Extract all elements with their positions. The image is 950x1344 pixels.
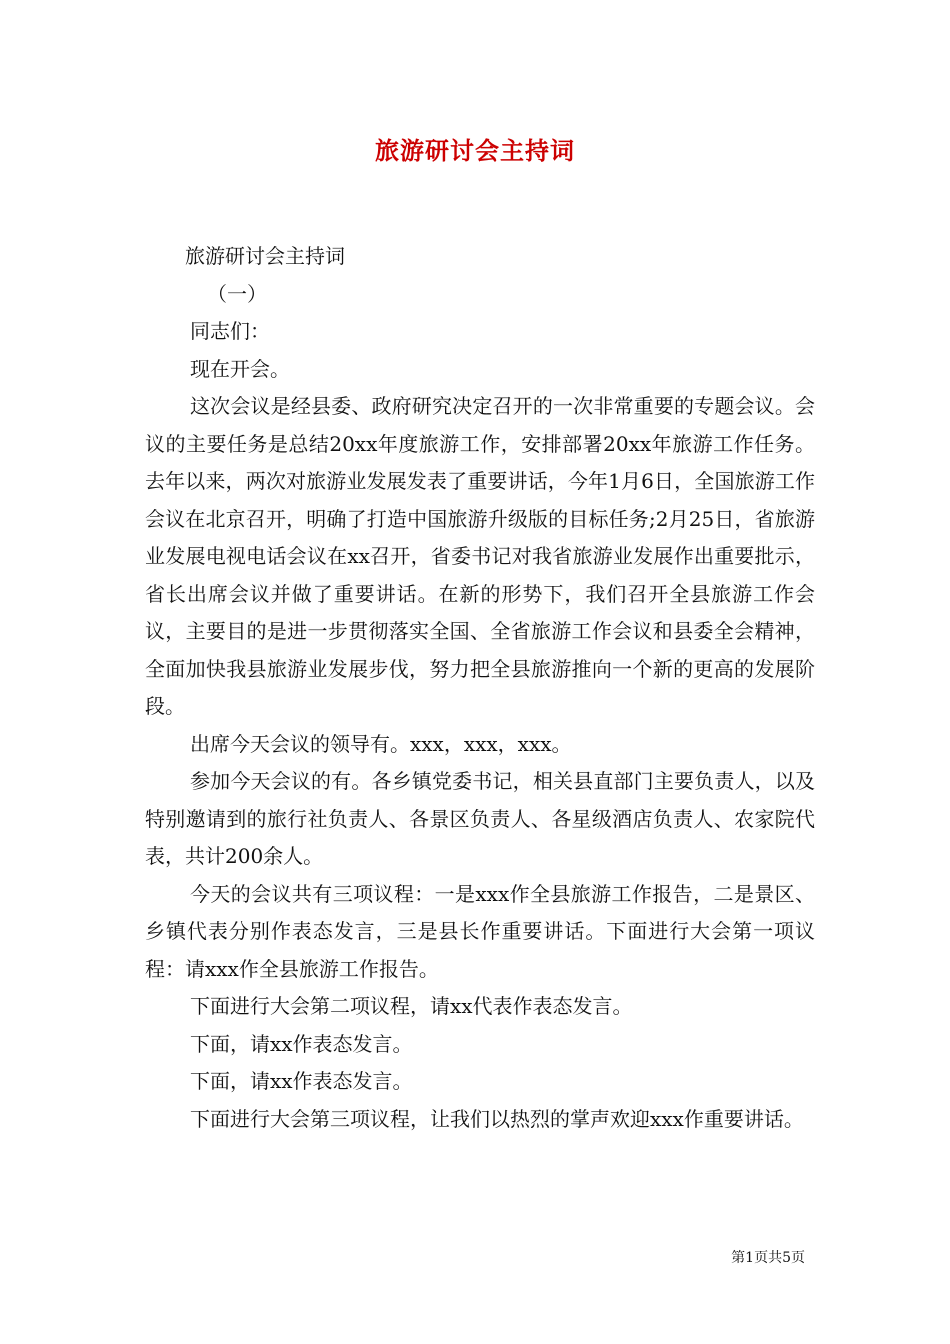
document-title: 旅游研讨会主持词 xyxy=(375,136,575,165)
page-number: 第1页共5页 xyxy=(731,1250,805,1266)
paragraph-section-number: （一） xyxy=(207,281,267,306)
paragraph-agenda: 今天的会议共有三项议程：一是xxx作全县旅游工作报告，二是景区、乡镇代表分别作表态发言，三是县长作重要讲话。下面进行大会第一项议程：请xxx作全县旅游工作报告。 xyxy=(145,881,815,981)
paragraph-leaders: 出席今天会议的领导有。xxx，xxx，xxx。 xyxy=(190,731,572,756)
paragraph-heading: 旅游研讨会主持词 xyxy=(185,244,345,268)
paragraph-agenda-second: 下面进行大会第二项议程，请xx代表作表态发言。 xyxy=(190,994,633,1018)
paragraph-salutation: 同志们： xyxy=(190,319,270,343)
paragraph-attendees: 参加今天会议的有。各乡镇党委书记，相关县直部门主要负责人，以及特别邀请到的旅行社负责人、各景区负责人、各星级酒店负责人、农家院代表，共计200余人。 xyxy=(145,769,815,868)
paragraph-meeting-purpose: 这次会议是经县委、政府研究决定召开的一次非常重要的专题会议。会议的主要任务是总结20xx年度旅游工作，安排部署20xx年旅游工作任务。去年以来，两次对旅游业发展发表了重要讲话，今年1月6日，全国旅游工作会议在北京召开，明确了打造中国旅游升级版的目标任务;2月25日，省旅游业发展电视电话会议在xx召开，省委书记对我省旅游业发展作出重要批示，省长出席会议并做了重要讲话。在新的形势下，我们召开全县旅游工作会议，主要目的是进一步贯彻落实全国、全省旅游工作会议和县委全会精神，全面加快我县旅游业发展步伐，努力把全县旅游推向一个新的更高的发展阶段。 xyxy=(145,394,815,718)
document-body xyxy=(145,238,815,1138)
paragraph-speaker-2: 下面，请xx作表态发言。 xyxy=(190,1069,413,1093)
paragraph-opening: 现在开会。 xyxy=(190,356,290,381)
paragraph-speaker-1: 下面，请xx作表态发言。 xyxy=(190,1031,413,1056)
paragraph-agenda-third: 下面进行大会第三项议程，让我们以热烈的掌声欢迎xxx作重要讲话。 xyxy=(190,1106,804,1131)
